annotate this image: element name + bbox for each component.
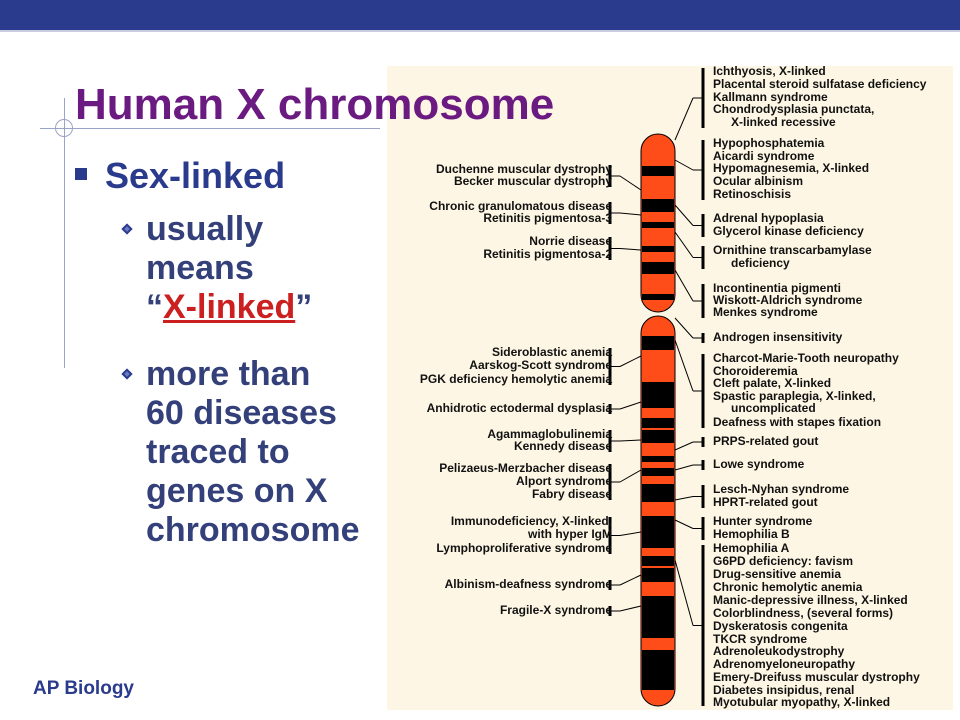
left-bracket-connector xyxy=(620,470,641,482)
right-disease-label: Hemophilia A xyxy=(713,541,790,555)
diamond-bullet-icon xyxy=(120,222,134,236)
left-bracket-connector xyxy=(620,440,641,441)
right-disease-label: Myotubular myopathy, X-linked xyxy=(713,695,891,709)
right-disease-label: Placental steroid sulfatase deficiency xyxy=(713,77,927,91)
left-disease-label: Retinitis pigmentosa-3 xyxy=(483,211,612,225)
open-quote: “ xyxy=(146,288,163,326)
right-bracket-connector xyxy=(675,465,693,470)
diamond-bullet-icon xyxy=(120,367,134,381)
right-disease-label: Menkes syndrome xyxy=(713,305,818,319)
left-disease-label: Alport syndrome xyxy=(515,474,612,488)
chromosome-band-1 xyxy=(642,166,674,176)
left-disease-label: Albinism-deafness syndrome xyxy=(444,577,612,591)
sub-bullet-more-than xyxy=(120,355,380,555)
left-disease-label: Norrie disease xyxy=(529,234,612,248)
right-disease-label: uncomplicated xyxy=(731,401,816,415)
chromosome-band-7 xyxy=(642,336,674,350)
decor-circle xyxy=(55,119,73,137)
right-bracket-connector xyxy=(675,160,693,170)
left-bracket-connector xyxy=(620,575,641,585)
right-disease-label: deficiency xyxy=(731,256,790,270)
right-bracket-connector xyxy=(675,497,693,501)
right-disease-label: Ichthyosis, X-linked xyxy=(713,64,826,78)
chromosome-body xyxy=(641,134,675,706)
chromosome-band-5 xyxy=(642,262,674,274)
left-disease-label: Kennedy disease xyxy=(513,439,612,453)
right-disease-label: Diabetes insipidus, renal xyxy=(713,683,855,697)
sub2-line-2: 60 diseases xyxy=(146,394,337,432)
right-disease-label: Aicardi syndrome xyxy=(713,149,815,163)
sub-bullet-usually-means xyxy=(120,210,380,330)
right-disease-label: Spastic paraplegia, X-linked, xyxy=(713,389,876,403)
chromosome-band-14 xyxy=(642,516,674,548)
sub2-line-4: genes on X xyxy=(146,472,328,510)
right-bracket-connector xyxy=(675,98,693,140)
q-arm xyxy=(641,316,675,706)
right-disease-label: Androgen insensitivity xyxy=(713,330,843,344)
right-disease-label: Ornithine transcarbamylase xyxy=(713,243,872,257)
left-disease-label: Fabry disease xyxy=(531,487,612,501)
chromosome-band-13 xyxy=(642,484,674,502)
right-disease-label: Incontinentia pigmenti xyxy=(713,281,841,295)
left-bracket-connector xyxy=(620,402,641,409)
chromosome-band-2 xyxy=(642,199,674,212)
sub1-line2: means xyxy=(146,249,254,287)
right-disease-label: Manic-depressive illness, X-linked xyxy=(713,593,908,607)
chromosome-band-17 xyxy=(642,596,674,638)
right-bracket-lines xyxy=(675,68,703,706)
right-bracket-connector xyxy=(675,340,693,391)
chromosome-band-16 xyxy=(642,568,674,582)
close-quote: ” xyxy=(295,288,313,326)
left-bracket-connector xyxy=(620,356,641,367)
left-disease-label: Becker muscular dystrophy xyxy=(453,174,612,188)
sub2-line-5: chromosome xyxy=(146,511,360,549)
bullet-sex-linked-text: Sex-linked xyxy=(105,155,286,196)
left-bracket-connector xyxy=(620,532,641,536)
left-bracket-lines xyxy=(610,165,641,616)
sub1-line1: usually xyxy=(146,210,264,248)
chromosome-band-6 xyxy=(642,294,674,300)
right-disease-label: Chronic hemolytic anemia xyxy=(713,580,863,594)
left-bracket-connector xyxy=(620,213,641,215)
right-disease-label: Hemophilia B xyxy=(713,527,790,541)
right-disease-label: HPRT-related gout xyxy=(713,495,818,509)
left-disease-label: Anhidrotic ectodermal dysplasia xyxy=(426,401,612,415)
right-disease-label: Colorblindness, (several forms) xyxy=(713,606,894,620)
left-disease-label: Sideroblastic anemia xyxy=(491,345,612,359)
sub2-line-1: more than xyxy=(146,355,311,393)
right-disease-label: Hunter syndrome xyxy=(713,514,813,528)
right-disease-label: Choroideremia xyxy=(713,364,798,378)
right-bracket-connector xyxy=(675,560,693,626)
right-disease-label: Adrenal hypoplasia xyxy=(713,211,824,225)
bullet-sex-linked xyxy=(75,155,285,197)
sub2-line-3: traced to xyxy=(146,433,290,471)
right-disease-label: Chondrodysplasia punctata, xyxy=(713,102,875,116)
top-bar-divider xyxy=(0,30,960,32)
right-disease-label: TKCR syndrome xyxy=(713,632,808,646)
right-disease-label: Kallmann syndrome xyxy=(713,90,828,104)
chromosome-band-10 xyxy=(642,430,674,443)
left-disease-label: Retinitis pigmentosa-2 xyxy=(483,247,612,261)
left-disease-label: with hyper IgM xyxy=(528,527,612,541)
right-bracket-connector xyxy=(675,318,693,338)
right-disease-label: Lesch-Nyhan syndrome xyxy=(713,482,850,496)
left-bracket-connector xyxy=(620,176,641,190)
right-disease-label: Wiskott-Aldrich syndrome xyxy=(713,293,863,307)
left-disease-label: PGK deficiency hemolytic anemia xyxy=(419,372,612,386)
right-disease-label: Hypomagnesemia, X-linked xyxy=(713,161,870,175)
left-disease-label: Lymphoproliferative syndrome xyxy=(436,541,612,555)
chromosome-band-9 xyxy=(642,418,674,428)
right-disease-label: Dyskeratosis congenita xyxy=(713,619,848,633)
right-disease-label: Glycerol kinase deficiency xyxy=(713,224,864,238)
chromosome-band-18 xyxy=(642,650,674,690)
right-disease-label: Hypophosphatemia xyxy=(713,136,825,150)
decor-vertical-line xyxy=(64,98,65,368)
right-bracket-connector xyxy=(675,205,693,226)
left-disease-label: Agammaglobulinemia xyxy=(487,427,612,441)
left-disease-label: Aarskog-Scott syndrome xyxy=(469,358,612,372)
right-disease-label: Charcot-Marie-Tooth neuropathy xyxy=(713,351,899,365)
right-disease-label: Adrenoleukodystrophy xyxy=(713,644,845,658)
right-disease-label: Deafness with stapes fixation xyxy=(713,415,882,429)
footer-ap-biology: AP Biology xyxy=(33,678,134,699)
chromosome-band-3 xyxy=(642,222,674,228)
x-linked-link[interactable]: X-linked xyxy=(163,288,296,326)
top-bar xyxy=(0,0,960,30)
left-bracket-connector xyxy=(620,249,641,251)
chromosome-band-15 xyxy=(642,556,674,566)
right-disease-label: Retinoschisis xyxy=(713,187,792,201)
right-disease-label: PRPS-related gout xyxy=(713,434,819,448)
square-bullet-icon xyxy=(75,168,87,180)
right-disease-label: Emery-Dreifuss muscular dystrophy xyxy=(713,670,920,684)
left-disease-label: Immunodeficiency, X-linked, xyxy=(450,514,612,528)
left-bracket-connector xyxy=(620,606,641,611)
right-disease-label: Drug-sensitive anemia xyxy=(713,567,842,581)
right-bracket-connector xyxy=(675,232,693,258)
slide-title: Human X chromosome xyxy=(75,80,555,129)
right-disease-label: Ocular albinism xyxy=(713,174,804,188)
chromosome-band-4 xyxy=(642,246,674,252)
right-bracket-connector xyxy=(675,520,693,529)
sub1-line3 xyxy=(146,288,312,327)
sub2-text xyxy=(146,355,360,550)
right-disease-label: X-linked recessive xyxy=(731,115,836,129)
right-disease-label: Adrenomyeloneuropathy xyxy=(713,657,856,671)
chromosome-band-12 xyxy=(642,468,674,476)
right-bracket-connector xyxy=(675,270,693,301)
left-disease-label: Fragile-X syndrome xyxy=(499,603,612,617)
left-disease-label: Chronic granulomatous disease xyxy=(429,199,612,213)
chromosome-band-8 xyxy=(642,382,674,408)
chromosome-band-11 xyxy=(642,456,674,462)
right-disease-label: Lowe syndrome xyxy=(713,457,805,471)
right-disease-label: G6PD deficiency: favism xyxy=(713,554,854,568)
left-disease-label: Duchenne muscular dystrophy xyxy=(435,162,612,176)
left-disease-label: Pelizaeus-Merzbacher disease xyxy=(439,461,612,475)
right-disease-label: Cleft palate, X-linked xyxy=(713,376,832,390)
right-bracket-connector xyxy=(675,442,693,450)
